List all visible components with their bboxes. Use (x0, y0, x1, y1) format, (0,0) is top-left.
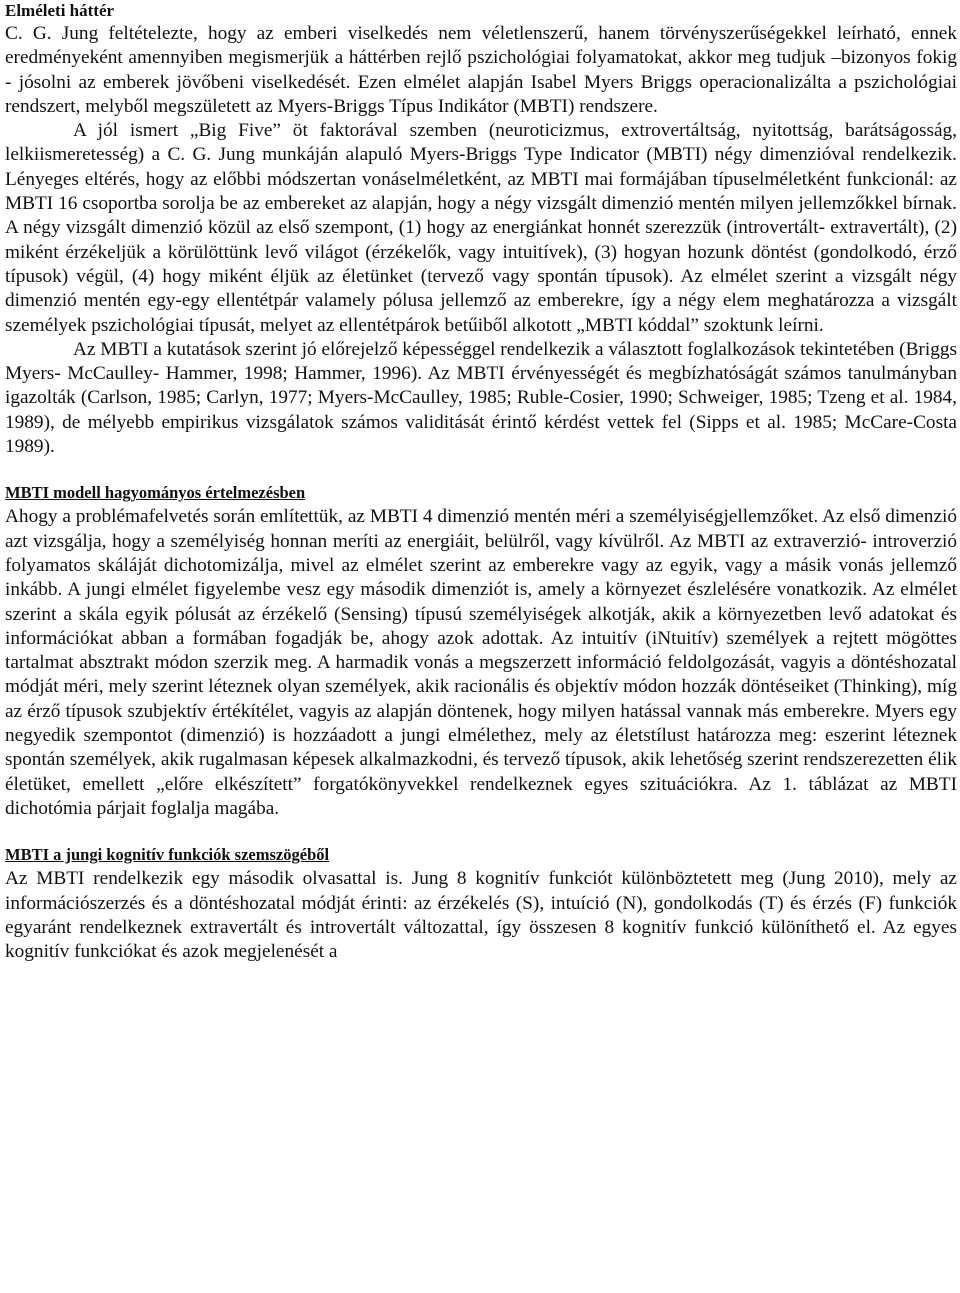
document-page (5, 0, 957, 964)
paragraph-big-five-comparison: A jól ismert „Big Five” öt faktorával szemben (neuroticizmus, extrovertáltság, nyitottság, barátságosság, lelkiismeretesség) a C. G. Jung munkáján alapuló Myers-Briggs Type Indicator (MBTI) négy dimenzióval rendelkezik. Lényeges eltérés, hogy az előbbi módszertan vonáselméletként, az MBTI mai formájában típuselméletként funkcionál: az MBTI 16 csoportba sorolja be az embereket az alapján, hogy a négy vizsgált dimenzió mentén milyen jellemzőkkel bírnak. A négy vizsgált dimenzió közül az első szempont, (1) hogy az energiánkat honnét szerezzük (introvertált- extravertált), (2) miként érzékeljük a körülöttünk levő világot (érzékelők, vagy intuitívek), (3) hogyan hozunk döntést (gondolkodó, érző típusok) végül, (4) hogy miként éljük az életünket (tervező vagy spontán típusok). Az elmélet szerint a vizsgált négy dimenzió mentén egy-egy ellentétpár valamely pólusa jellemző az emberekre, így a négy elem meghatározza a vizsgált személyek pszichológiai típusát, melyet az ellentétpárok betűiből alkotott „MBTI kóddal” szoktunk leírni. (5, 120, 957, 336)
section-title-traditional: MBTI modell hagyományos értelmezésben (5, 483, 306, 503)
paragraph-cognitive-functions: Az MBTI rendelkezik egy második olvasattal is. Jung 8 kognitív funkciót különböztetett meg (Jung 2010), mely az információszerzés és a döntéshozatal módját érinti: az érzékelés (S), intuíció (N), gondolkodás (T) és érzés (F) funkciók egyaránt rendelkeznek extravertált és introvertált változattal, így összesen 8 kognitív funkció különíthető el. Az egyes kognitív funkciókat és azok megjelenését a (5, 868, 957, 963)
paragraph-jung-intro: C. G. Jung feltételezte, hogy az emberi viselkedés nem véletlenszerű, hanem törvényszerűségekkel leírható, ennek eredményeként amennyiben megismerjük a háttérben rejlő pszichológiai folyamatokat, akkor meg tudjuk –bizonyos fokig - jósolni az emberek jövőbeni viselkedését. Ezen elmélet alapján Isabel Myers Briggs operacionalizálta a pszichológiai rendszert, melyből megszületett az Myers-Briggs Típus Indikátor (MBTI) rendszere. (5, 23, 957, 117)
section-title-cognitive: MBTI a jungi kognitív funkciók szemszögéből (5, 845, 330, 865)
paragraph-traditional-interpretation: Ahogy a problémafelvetés során említettük, az MBTI 4 dimenzió mentén méri a személyiségjellemzőket. Az első dimenzió azt vizsgálja, hogy a személyiség honnan meríti az energiáit, belülről, vagy kívülről. Az MBTI az extraverzió- introverzió folyamatos skáláját dichotomizálja, mivel az elmélet szerint az emberekre vagy az egyik, vagy a másik vonás jellemző inkább. A jungi elmélet figyelembe vesz egy második dimenziót is, amely a környezet észlelésére vonatkozik. Az elmélet szerint a skála egyik pólusát az érzékelő (Sensing) típusú személyiségek alkotják, akik a környezetben levő adatokat és információkat abban a formában fogadják be, ahogy azok adottak. Az intuitív (iNtuitív) személyek a rejtett mögöttes tartalmat absztrakt módon szerzik meg. A harmadik vonás a megszerzett információ feldolgozását, vagyis a döntéshozatal módját méri, mely szerint léteznek olyan személyek, akik racionális és objektív módon hozzák döntéseiket (Thinking), míg az érző típusok szubjektív értékítélet, vagyis az alapján döntenek, hogy milyen hatással vannak más emberekre. Myers egy negyedik szempontot (dimenzió) is hozzáadott a jungi elmélethez, mely az életstílust határozza meg: eszerint léteznek spontán személyek, akik rugalmasan képesek alkalmazkodni, és tervező típusok, akik lehetőség szerint rendszerezetten élik életüket, emellett „előre elkészített” forgatókönyvekkel rendelkeznek egyes szituációkra. Az 1. táblázat az MBTI dichotómia párjait foglalja magába. (5, 506, 957, 819)
paragraph-mbti-validity: Az MBTI a kutatások szerint jó előrejelző képességgel rendelkezik a választott foglalkozások tekintetében (Briggs Myers- McCaulley- Hammer, 1998; Hammer, 1996). Az MBTI érvényességét és megbízhatóságát számos tanulmányban igazolták (Carlson, 1985; Carlyn, 1977; Myers-McCaulley, 1985; Ruble-Cosier, 1990; Schweiger, 1985; Tzeng et al. 1984, 1989), de mélyebb empirikus vizsgálatok számos validitását érintő kérdést vettek fel (Sipps et al. 1985; McCare-Costa 1989). (5, 338, 957, 458)
section-title-theory: Elméleti háttér (5, 1, 115, 20)
